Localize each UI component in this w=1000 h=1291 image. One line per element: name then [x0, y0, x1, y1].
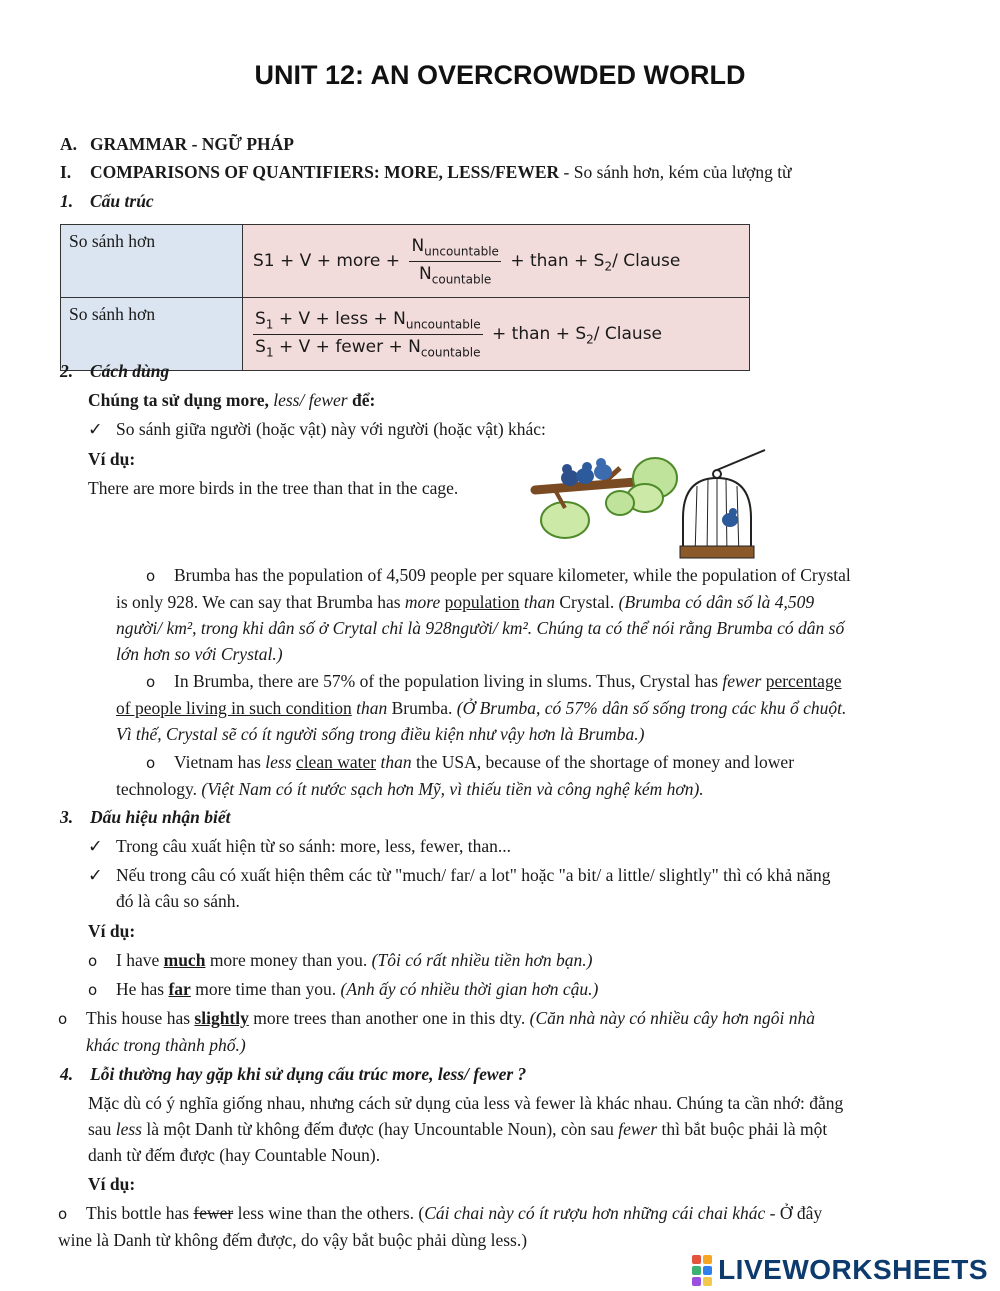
list-item: o He has far more time than you. (Anh ấy có nhiều thời gian hơn cậu.): [88, 976, 598, 1003]
fraction: $\frac{N_{uncountable}}{N_{countable}}$: [411, 236, 499, 286]
usage-intro: Chúng ta sử dụng more, less/ fewer để:: [88, 390, 376, 410]
check-icon: ✓: [88, 865, 103, 885]
sign-item: ✓ Nếu trong câu có xuất hiện thêm các từ "much/ far/ a lot" hoặc "a bit/ a little/ slightly" thì có khả năng đó là câu so sánh.: [88, 862, 936, 914]
section-a-heading: A. GRAMMAR - NGỮ PHÁP: [60, 134, 294, 154]
heading-usage: 2. Cách dùng: [60, 361, 170, 381]
errors-paragraph: Mặc dù có ý nghĩa giống nhau, nhưng cách sử dụng của less và fewer là khác nhau. Chúng ta cần nhớ: đằng sau less là một Danh từ không đếm được (hay Uncountable Noun), còn sau fewer thì bắt buộc phải là một danh từ đếm được (hay Countable Noun).: [88, 1093, 844, 1165]
list-item: o I have much more money than you. (Tôi có rất nhiều tiền hơn bạn.): [88, 947, 592, 974]
birdcage-icon: [680, 450, 765, 558]
example-label: Ví dụ:: [88, 1174, 136, 1194]
example-label: Ví dụ:: [88, 921, 136, 941]
heading-structure: 1. Cấu trúc: [60, 191, 154, 211]
example-1: o Brumba has the population of 4,509 people per square kilometer, while the population of Crystal is only 928. We can say that Brumba has more population than Crystal. (Brumba có dân số là 4,509 người/ km², trong khi dân số ở Crytal chỉ là 928người/ km². Chúng ta có thể nói rằng Brumba có dân số lớn hơn so với Crystal.): [116, 565, 851, 664]
bullet-icon: o: [58, 1205, 68, 1223]
bullet-icon: o: [146, 567, 156, 585]
example-birds: There are more birds in the tree than that in the cage.: [88, 478, 459, 498]
formula-less-fewer: $\frac{S_1 + V + less + N_{uncountable}}{S_1 + V + fewer + N_{countable}}$ + than + $S_2/$ Clause: [243, 298, 750, 371]
check-icon: ✓: [88, 419, 103, 439]
check-icon: ✓: [88, 836, 103, 856]
structure-table: [60, 224, 750, 371]
example-3: o Vietnam has less clean water than the USA, because of the shortage of money and lower technology. (Việt Nam có ít nước sạch hơn Mỹ, vì thiếu tiền và công nghệ kém hơn).: [116, 752, 795, 799]
fraction: $\frac{S_1 + V + less + N_{uncountable}}{S_1 + V + fewer + N_{countable}}$: [255, 309, 481, 359]
list-item: o This bottle has fewer less wine than the others. (Cái chai này có ít rượu hơn những cái chai khác - Ở đây wine là Danh từ không đếm được, do vậy bắt buộc phải dùng less.): [58, 1203, 823, 1250]
formula-more: S1 + V + more + $\frac{N_{uncountable}}{N_{countable}}$ + than + $S_2/$ Clause: [243, 225, 750, 298]
bullet-icon: o: [88, 952, 98, 970]
bullet-icon: o: [146, 754, 156, 772]
example-label: Ví dụ:: [88, 449, 136, 469]
birds-tree-cage-illustration: [525, 448, 770, 560]
table-row: [61, 225, 750, 298]
example-2: o In Brumba, there are 57% of the population living in slums. Thus, Crystal has fewer percentage of people living in such condition than Brumba. (Ở Brumba, có 57% dân số sống trong các khu ổ chuột. Vì thế, Crystal sẽ có ít người sống trong điều kiện như vậy hơn là Brumba.): [116, 671, 847, 744]
row-label: So sánh hơn: [61, 225, 243, 298]
bullet-icon: o: [146, 673, 156, 691]
section-i-heading: I. COMPARISONS OF QUANTIFIERS: MORE, LESS/FEWER - So sánh hơn, kém của lượng từ: [60, 162, 792, 182]
heading-signs: 3. Dấu hiệu nhận biết: [60, 807, 231, 827]
liveworksheets-logo: LIVEWORKSHEETS: [692, 1254, 988, 1286]
bullet-icon: o: [88, 981, 98, 999]
list-item: o This house has slightly more trees than another one in this dty. (Căn nhà này có nhiều cây hơn ngôi nhà khác trong thành phố.): [58, 1008, 816, 1055]
heading-common-errors: 4. Lỗi thường hay gặp khi sử dụng cấu trúc more, less/ fewer ?: [60, 1064, 527, 1084]
usage-check-item: ✓ So sánh giữa người (hoặc vật) này với người (hoặc vật) khác:: [88, 416, 546, 442]
row-label: So sánh hơn: [61, 298, 243, 371]
page-title: UNIT 12: AN OVERCROWDED WORLD: [254, 60, 746, 90]
logo-icon: [692, 1255, 712, 1286]
bullet-icon: o: [58, 1010, 68, 1028]
sign-item: ✓ Trong câu xuất hiện từ so sánh: more, less, fewer, than...: [88, 833, 511, 859]
